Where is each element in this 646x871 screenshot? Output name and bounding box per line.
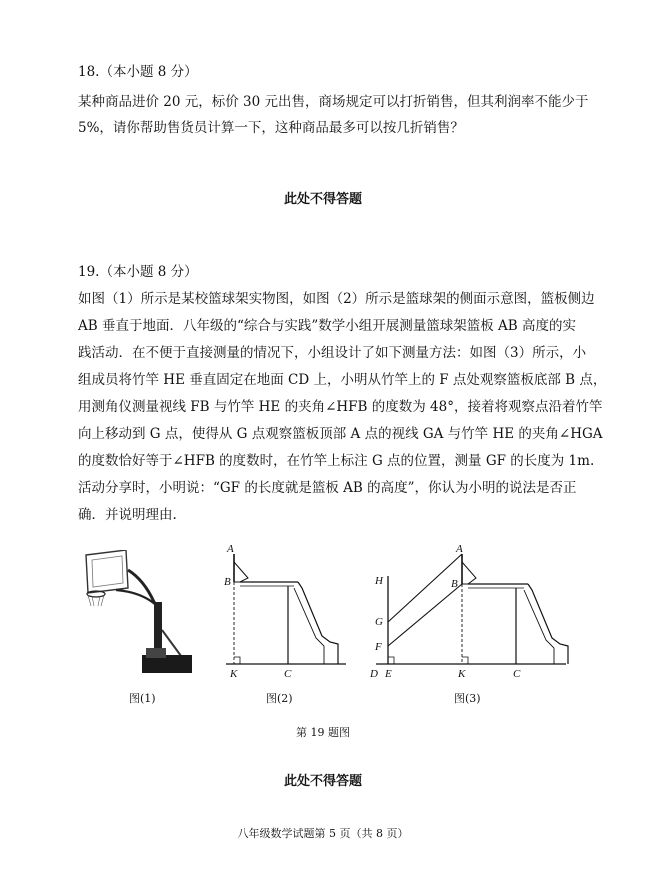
label-A: A: [227, 543, 234, 555]
q19-line-2: AB 垂直于地面．八年级的“综合与实践”数学小组开展测量篮球架篮板 AB 高度的实: [78, 318, 577, 334]
q19-line-4: 组成员将竹竿 HE 垂直固定在地面 CD 上，小明从竹竿上的 F 点处观察篮板底部 B 点，: [78, 372, 607, 388]
label-K: K: [458, 668, 466, 680]
label-F: F: [375, 641, 382, 653]
label-E: E: [385, 668, 392, 680]
q19-line-8: 活动分享时，小明说：“GF 的长度就是篮板 AB 的高度”，你认为小明的说法是否正: [78, 480, 577, 496]
basketball-hoop-photo: [76, 550, 206, 680]
measurement-diagram: [370, 540, 580, 680]
q19-line-1: 如图（1）所示是某校篮球架实物图，如图（2）所示是篮球架的侧面示意图，篮板侧边: [78, 291, 595, 307]
label-A: A: [456, 543, 463, 555]
figure-2-caption: 图(2): [266, 692, 293, 705]
q19-line-6: 向上移动到 G 点，使得从 G 点观察篮板顶部 A 点的视线 GA 与竹竿 HE 的夹角∠HGA: [78, 426, 603, 442]
q19-line-3: 践活动．在不便于直接测量的情况下，小组设计了如下测量方法：如图（3）所示，小: [78, 345, 587, 361]
figure-3-caption: 图(3): [454, 692, 481, 705]
label-D: D: [370, 668, 378, 680]
q19-line-7: 的度数恰好等于∠HFB 的度数时，在竹竿上标注 G 点的位置，测量 GF 的长度为 1m.: [78, 453, 595, 469]
label-G: G: [375, 616, 383, 628]
label-C: C: [513, 668, 521, 680]
q19-line-5: 用测角仪测量视线 FB 与竹竿 HE 的夹角∠HFB 的度数为 48°，接着将观察点沿着竹竿: [78, 399, 603, 415]
no-answer-notice-2: 此处不得答题: [283, 774, 362, 789]
q19-line-9: 确．并说明理由.: [78, 507, 177, 523]
figure-1-caption: 图(1): [129, 692, 156, 705]
label-B: B: [451, 578, 458, 590]
q18-header: 18.（本小题 8 分）: [78, 64, 198, 80]
page-footer: 八年级数学试题第 5 页（共 8 页）: [237, 827, 409, 840]
q18-line-1: 某种商品进价 20 元，标价 30 元出售，商场规定可以打折销售，但其利润率不能少于: [78, 94, 589, 110]
label-B: B: [224, 576, 231, 588]
q19-header: 19.（本小题 8 分）: [78, 264, 198, 280]
side-view-diagram: [218, 540, 358, 680]
label-C: C: [284, 668, 292, 680]
figure-title: 第 19 题图: [296, 726, 350, 739]
label-H: H: [375, 575, 383, 587]
no-answer-notice-1: 此处不得答题: [283, 192, 362, 207]
q18-line-2: 5%，请你帮助售货员计算一下，这种商品最多可以按几折销售？: [78, 120, 464, 136]
label-K: K: [230, 668, 238, 680]
